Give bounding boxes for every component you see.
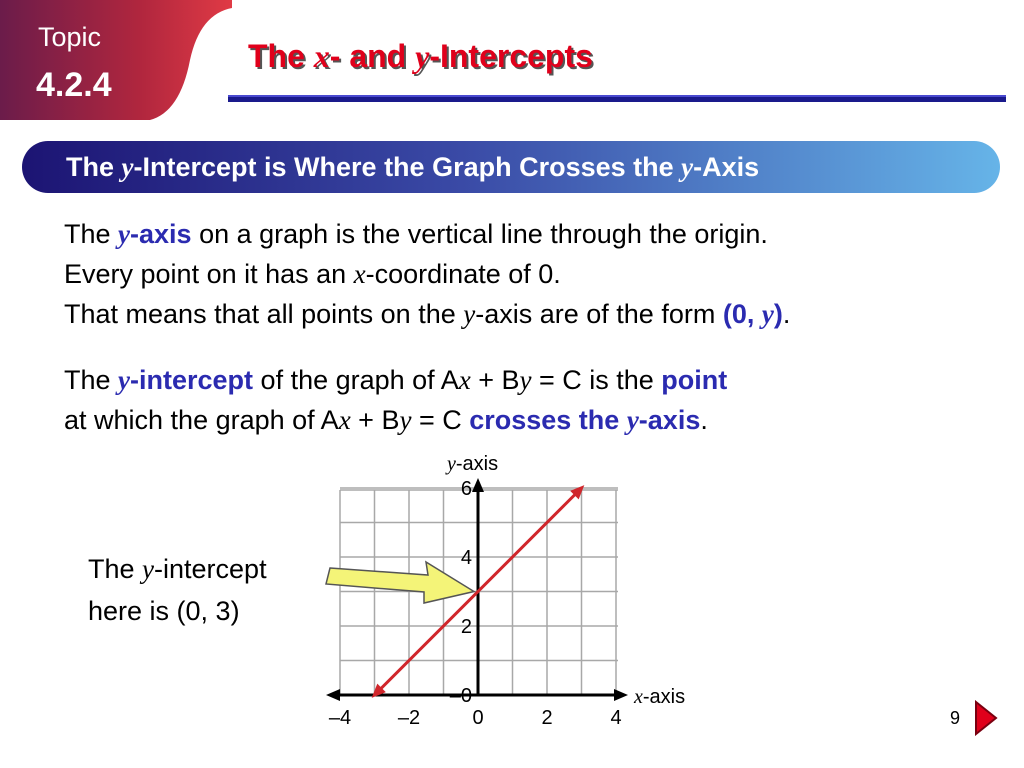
topic-number: 4.2.4 [36, 66, 112, 104]
page-number: 9 [950, 708, 961, 728]
x-tick-label: –4 [328, 707, 352, 729]
callout-arrow-icon [326, 562, 474, 603]
intro-line-2: Every point on it has an x-coordinate of 0. [64, 259, 561, 289]
x-axis-right-arrowhead [614, 689, 628, 701]
y-tick-label: 4 [460, 547, 472, 569]
x-tick-label: 2 [541, 707, 553, 729]
callout-line-2: here is (0, 3) [88, 596, 240, 626]
slide-title: The x- and y-Intercepts [248, 38, 593, 74]
x-tick-label: –2 [397, 707, 421, 729]
definition-line-1: The y-intercept of the graph of Ax + By = C is the point [64, 365, 728, 395]
topic-label: Topic [38, 22, 102, 52]
callout-arrow-layer [326, 562, 474, 603]
x-tick-label: 4 [610, 707, 622, 729]
intro-line-3: That means that all points on the y-axis are of the form (0, y). [64, 299, 791, 329]
axes [326, 478, 628, 701]
x-axis-label: x-axis [634, 686, 686, 708]
x-axis-left-arrowhead [326, 689, 340, 701]
y-tick-label: 6 [460, 478, 472, 500]
callout-line-1: The y-intercept [88, 554, 267, 584]
next-slide-arrow-icon[interactable] [974, 700, 998, 736]
intro-line-1: The y-axis on a graph is the vertical line through the origin. [64, 219, 768, 249]
definition-line-2: at which the graph of Ax + By = C crosses the y-axis. [64, 405, 708, 435]
y-axis-label: y-axis [447, 453, 499, 475]
y-tick-label: 2 [460, 616, 472, 638]
y-tick-label: –0 [449, 685, 472, 707]
section-banner: The y -Intercept is Where the Graph Crosses the y -Axis [22, 141, 1000, 193]
x-tick-label: 0 [472, 707, 484, 729]
y-axis-arrowhead [472, 478, 484, 492]
